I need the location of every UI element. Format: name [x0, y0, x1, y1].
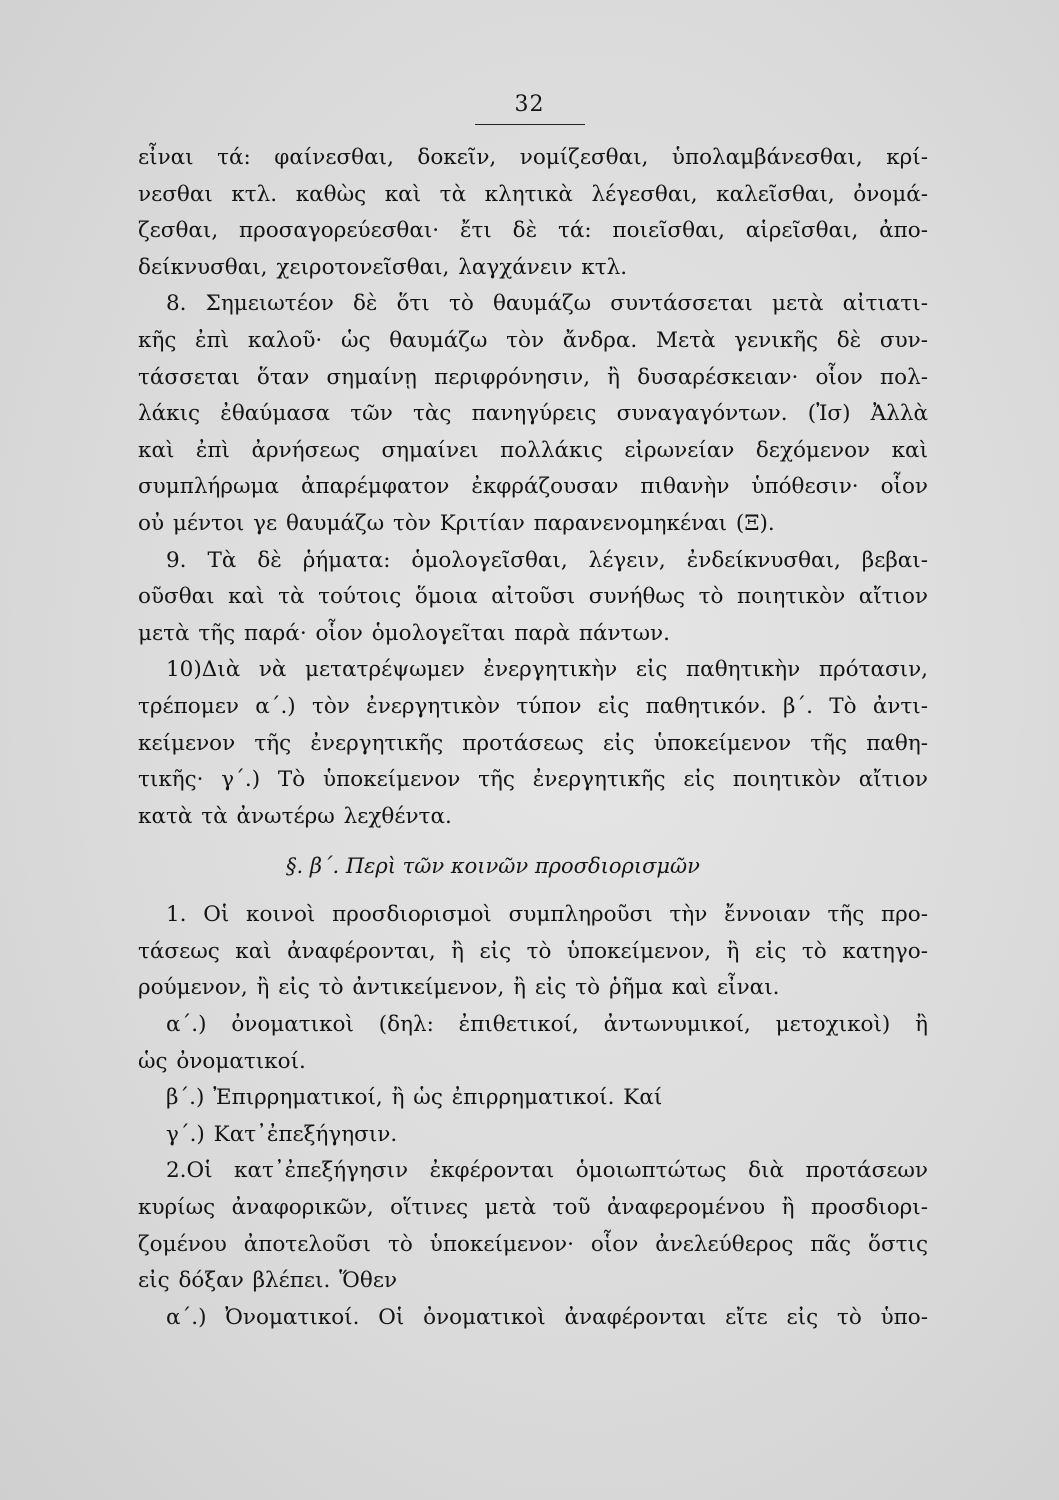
- text-line: τάσσεται ὅταν σημαίνῃ περιφρόνησιν, ἢ δυσαρέσκειαν· οἷον πολ-: [138, 364, 928, 390]
- text-line: οῦσθαι καὶ τὰ τούτοις ὅμοια αἰτοῦσι συνήθως τὸ ποιητικὸν αἴτιον: [138, 584, 928, 610]
- text-line: μετὰ τῆς παρά· οἷον ὁμολογεῖται παρὰ πάντων.: [138, 620, 670, 646]
- text-line: 9. Τὰ δὲ ῥήματα: ὁμολογεῖσθαι, λέγειν, ἐνδείκνυσθαι, βεβαι-: [166, 547, 928, 573]
- text-line: β΄.) Ἐπιρρηματικοί, ἢ ὡς ἐπιρρηματικοί. Καί: [166, 1085, 663, 1111]
- text-line: 10)Διὰ νὰ μετατρέψωμεν ἐνεργητικὴν εἰς παθητικὴν πρότασιν,: [166, 657, 928, 683]
- section-heading: §. β΄. Περὶ τῶν κοινῶν προσδιορισμῶν: [286, 854, 700, 879]
- page-number-rule: [475, 124, 585, 125]
- text-line: οὐ μέντοι γε θαυμάζω τὸν Κριτίαν παρανενομηκέναι (Ξ).: [138, 510, 775, 536]
- text-line: κῆς ἐπὶ καλοῦ· ὡς θαυμάζω τὸν ἄνδρα. Μετὰ γενικῆς δὲ συν-: [138, 327, 928, 353]
- text-line: α΄.) ὀνοματικοὶ (δηλ: ἐπιθετικοί, ἀντωνυμικοί, μετοχικοὶ) ἢ: [166, 1012, 928, 1038]
- text-line: τικῆς· γ΄.) Τὸ ὑποκείμενον τῆς ἐνεργητικῆς εἰς ποιητικὸν αἴτιον: [138, 767, 928, 793]
- text-line: δείκνυσθαι, χειροτονεῖσθαι, λαγχάνειν κτλ.: [138, 254, 628, 280]
- text-line: γ΄.) Κατ᾽ἐπεξήγησιν.: [166, 1121, 398, 1147]
- text-line: λάκις ἐθαύμασα τῶν τὰς πανηγύρεις συναγαγόντων. (Ἰσ) Ἀλλὰ: [138, 401, 928, 427]
- text-line: εἰς δόξαν βλέπει. Ὅθεν: [138, 1268, 398, 1294]
- text-line: συμπλήρωμα ἀπαρέμφατον ἐκφράζουσαν πιθανὴν ὑπόθεσιν· οἷον: [138, 474, 928, 500]
- text-line: τρέπομεν α΄.) τὸν ἐνεργητικὸν τύπον εἰς παθητικόν. β΄. Τὸ ἀντι-: [138, 693, 928, 719]
- text-line: 2.Οἱ κατ᾽ἐπεξήγησιν ἐκφέρονται ὁμοιωπτώτως διὰ προτάσεων: [166, 1158, 928, 1184]
- page-number: 32: [514, 92, 545, 117]
- text-line: α΄.) Ὀνοματικοί. Οἱ ὀνοματικοὶ ἀναφέρονται εἴτε εἰς τὸ ὑπο-: [166, 1304, 928, 1330]
- text-line: 8. Σημειωτέον δὲ ὅτι τὸ θαυμάζω συντάσσεται μετὰ αἰτιατι-: [166, 291, 928, 317]
- text-line: τάσεως καὶ ἀναφέρονται, ἢ εἰς τὸ ὑποκείμενον, ἢ εἰς τὸ κατηγο-: [138, 938, 928, 964]
- text-line: ζομένου ἀποτελοῦσι τὸ ὑποκείμενον· οἷον ἀνελεύθερος πᾶς ὅστις: [138, 1231, 928, 1257]
- text-line: κείμενον τῆς ἐνεργητικῆς προτάσεως εἰς ὑποκείμενον τῆς παθη-: [138, 730, 928, 756]
- text-line: ζεσθαι, προσαγορεύεσθαι· ἔτι δὲ τά: ποιεῖσθαι, αἱρεῖσθαι, ἀπο-: [138, 218, 928, 244]
- text-line: ρούμενον, ἢ εἰς τὸ ἀντικείμενον, ἢ εἰς τὸ ῥῆμα καὶ εἶναι.: [138, 975, 780, 1001]
- text-line: 1. Οἱ κοινοὶ προσδιορισμοὶ συμπληροῦσι τὴν ἔννοιαν τῆς προ-: [166, 902, 928, 928]
- text-line: καὶ ἐπὶ ἀρνήσεως σημαίνει πολλάκις εἰρωνείαν δεχόμενον καὶ: [138, 437, 928, 463]
- body-text: [138, 140, 928, 1336]
- text-line: νεσθαι κτλ. καθὼς καὶ τὰ κλητικὰ λέγεσθαι, καλεῖσθαι, ὀνομά-: [138, 181, 928, 207]
- text-line: κατὰ τὰ ἀνωτέρω λεχθέντα.: [138, 803, 452, 829]
- text-line: κυρίως ἀναφορικῶν, οἵτινες μετὰ τοῦ ἀναφερομένου ἢ προσδιορι-: [138, 1195, 928, 1221]
- text-line: ὡς ὀνοματικοί.: [138, 1048, 306, 1074]
- text-line: εἶναι τά: φαίνεσθαι, δοκεῖν, νομίζεσθαι, ὑπολαμβάνεσθαι, κρί-: [138, 145, 928, 170]
